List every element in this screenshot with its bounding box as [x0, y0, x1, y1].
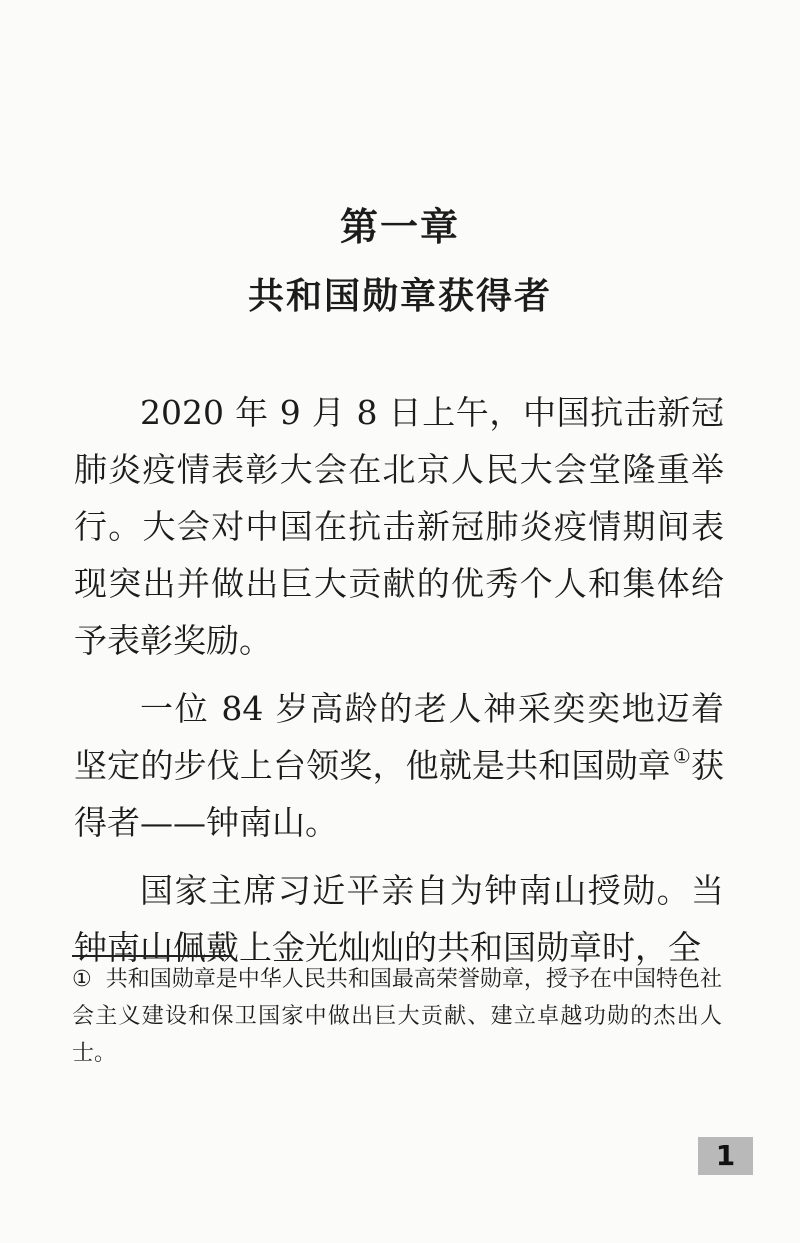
chapter-title: 共和国勋章获得者: [247, 276, 552, 317]
chapter-number: 第一章: [339, 205, 460, 249]
footnote-reference-mark: ①: [672, 744, 691, 768]
footnote: [72, 961, 722, 1072]
paragraph-2-text-before-note: 一位 84 岁高龄的老人神采奕奕地迈着坚定的步伐上台领奖，他就是共和国勋章: [74, 689, 724, 785]
paragraph-3: 国家主席习近平亲自为钟南山授勋。当钟南山佩戴上金光灿灿的共和国勋章时，全: [74, 871, 724, 967]
footnote-text: 共和国勋章是中华人民共和国最高荣誉勋章，授予在中国特色社会主义建设和保卫国家中做出巨大贡献、建立卓越功勋的杰出人士。: [72, 967, 722, 1066]
page-number: 1: [698, 1137, 753, 1175]
footnote-divider: [72, 955, 232, 957]
footnote-mark: ①: [72, 967, 92, 992]
body-text: [74, 384, 724, 976]
paragraph-2: [74, 680, 724, 851]
paragraph-1: 2020 年 9 月 8 日上午，中国抗击新冠肺炎疫情表彰大会在北京人民大会堂隆重举行。大会对中国在抗击新冠肺炎疫情期间表现突出并做出巨大贡献的优秀个人和集体给予表彰奖励。: [74, 393, 724, 660]
paragraph-2-text-after-note: 获得者——钟南山。: [74, 746, 724, 842]
